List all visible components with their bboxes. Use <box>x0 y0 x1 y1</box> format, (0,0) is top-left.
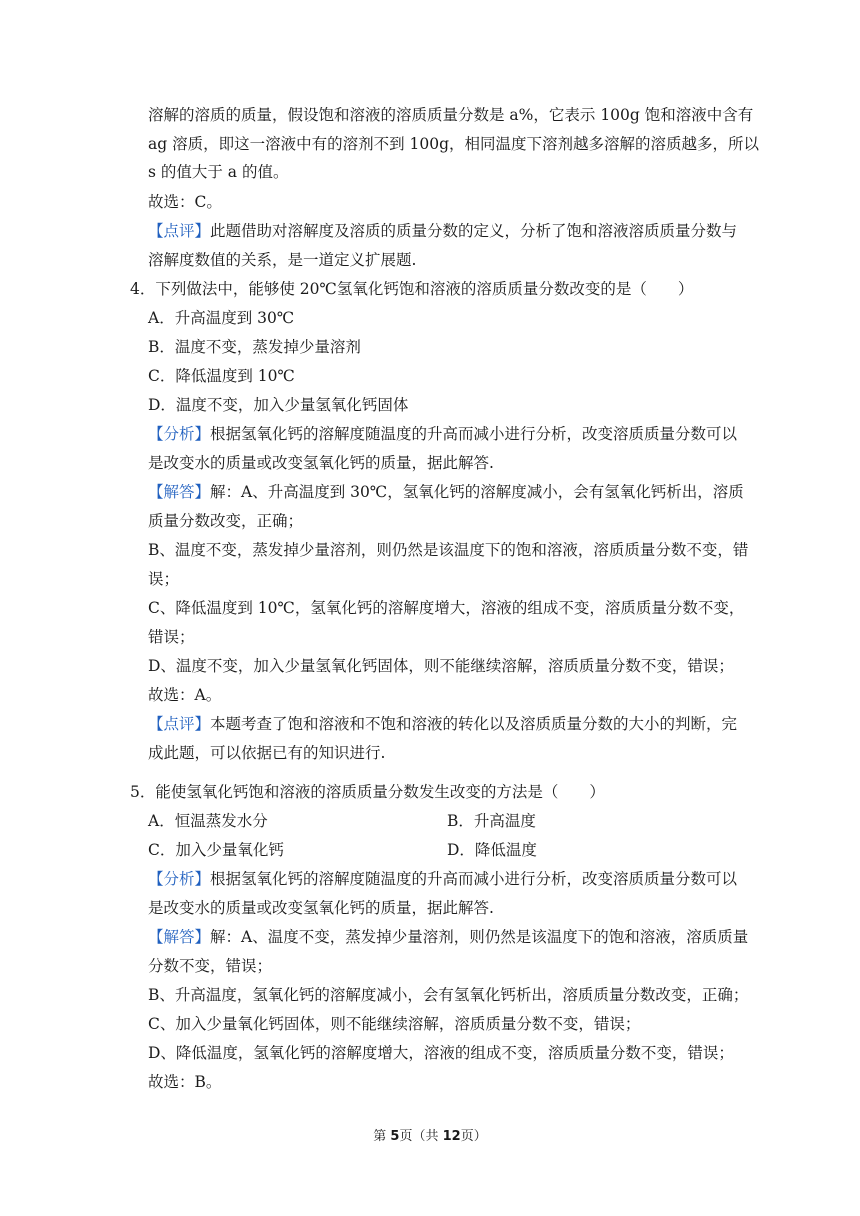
prev-review-line-2: 溶解度数值的关系，是一道定义扩展题. <box>148 251 417 269</box>
footer-middle: 页（共 <box>399 1129 443 1144</box>
page-footer <box>0 1128 860 1146</box>
q4-solution-line-6: 错误； <box>148 628 195 646</box>
analysis-tag: 【分析】 <box>148 425 211 443</box>
q5-answer: 故选：B。 <box>148 1073 222 1091</box>
q5-solution-line-3: B、升高温度，氢氧化钙的溶解度减小，会有氢氧化钙析出，溶质质量分数改变，正确； <box>148 986 749 1004</box>
current-page-number: 5 <box>390 1129 400 1144</box>
q4-solution-line-3: B、温度不变，蒸发掉少量溶剂，则仍然是该温度下的饱和溶液，溶质质量分数不变，错 <box>148 541 749 559</box>
question-5-stem: 5．能使氢氧化钙饱和溶液的溶质质量分数发生改变的方法是（ ） <box>130 783 605 801</box>
q5-analysis-line-2: 是改变水的质量或改变氢氧化钙的质量，据此解答. <box>148 899 494 917</box>
q5-solution-line-2: 分数不变，错误； <box>148 957 273 975</box>
q5-option-c: C．加入少量氧化钙 <box>148 841 284 859</box>
solution-tag: 【解答】 <box>148 928 211 946</box>
q4-solution-line-2: 质量分数改变，正确； <box>148 512 304 530</box>
q5-option-a: A．恒温蒸发水分 <box>148 812 268 830</box>
solution-text: 解：A、升高温度到 30℃，氢氧化钙的溶解度减小，会有氢氧化钙析出，溶质 <box>210 483 744 501</box>
q5-solution-line-5: D、降低温度，氢氧化钙的溶解度增大，溶液的组成不变，溶质质量分数不变，错误； <box>148 1044 734 1062</box>
q4-solution-line-4: 误； <box>148 570 180 588</box>
q5-solution <box>148 927 748 947</box>
total-pages-number: 12 <box>442 1129 461 1144</box>
footer-prefix: 第 <box>373 1129 391 1144</box>
q4-answer: 故选：A。 <box>148 686 222 704</box>
review-text: 本题考查了饱和溶液和不饱和溶液的转化以及溶质质量分数的大小的判断，完 <box>210 715 738 733</box>
review-tag: 【点评】 <box>148 222 211 240</box>
question-4-stem: 4．下列做法中，能够使 20℃氢氧化钙饱和溶液的溶质质量分数改变的是（ ） <box>130 280 694 298</box>
q4-analysis <box>148 424 737 444</box>
q4-review-line-2: 成此题，可以依据已有的知识进行. <box>148 744 386 762</box>
q4-solution <box>148 482 744 502</box>
solution-text: 解：A、温度不变，蒸发掉少量溶剂，则仍然是该温度下的饱和溶液，溶质质量 <box>210 928 749 946</box>
q4-review <box>148 714 737 734</box>
analysis-text: 根据氢氧化钙的溶解度随温度的升高而减小进行分析，改变溶质质量分数可以 <box>210 870 738 888</box>
footer-suffix: 页） <box>460 1129 487 1144</box>
q4-option-c: C．降低温度到 10℃ <box>148 367 295 385</box>
q5-analysis <box>148 869 737 889</box>
prev-text-line-3: s 的值大于 a 的值。 <box>148 163 289 181</box>
q5-solution-line-4: C、加入少量氧化钙固体，则不能继续溶解，溶质质量分数不变，错误； <box>148 1015 641 1033</box>
q4-option-a: A．升高温度到 30℃ <box>148 309 295 327</box>
q4-solution-line-5: C、降低温度到 10℃，氢氧化钙的溶解度增大，溶液的组成不变，溶质质量分数不变， <box>148 599 745 617</box>
q5-option-b: B．升高温度 <box>447 812 536 830</box>
q4-option-d: D．温度不变，加入少量氢氧化钙固体 <box>148 396 409 414</box>
prev-text-line-1: 溶解的溶质的质量，假设饱和溶液的溶质质量分数是 a%，它表示 100g 饱和溶液中含有 <box>148 106 754 124</box>
analysis-tag: 【分析】 <box>148 870 211 888</box>
solution-tag: 【解答】 <box>148 483 211 501</box>
review-tag: 【点评】 <box>148 715 211 733</box>
q5-option-d: D．降低温度 <box>447 841 537 859</box>
analysis-text: 根据氢氧化钙的溶解度随温度的升高而减小进行分析，改变溶质质量分数可以 <box>210 425 738 443</box>
prev-text-line-2: ag 溶质，即这一溶液中有的溶剂不到 100g，相同温度下溶剂越多溶解的溶质越多，所以 <box>148 135 760 153</box>
q4-analysis-line-2: 是改变水的质量或改变氢氧化钙的质量，据此解答. <box>148 454 494 472</box>
prev-review <box>148 221 737 241</box>
prev-answer: 故选：C。 <box>148 193 222 211</box>
review-text: 此题借助对溶解度及溶质的质量分数的定义，分析了饱和溶液溶质质量分数与 <box>210 222 738 240</box>
q4-option-b: B．温度不变，蒸发掉少量溶剂 <box>148 338 361 356</box>
q4-solution-line-7: D、温度不变，加入少量氢氧化钙固体，则不能继续溶解，溶质质量分数不变，错误； <box>148 657 734 675</box>
